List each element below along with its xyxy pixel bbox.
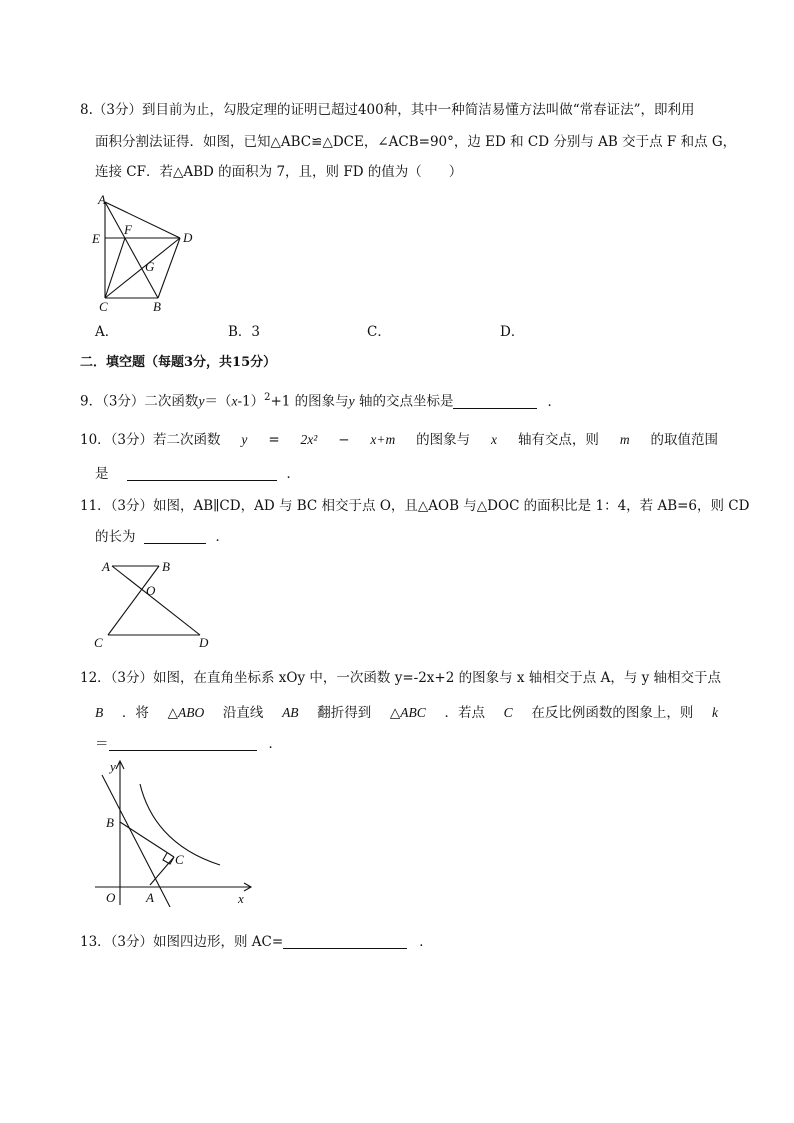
q8-option-a: A． [95,324,119,340]
q8-option-c: C． [367,324,391,340]
q11-figure [88,555,218,650]
q8-label-d: D [183,230,193,245]
q12-line2: B ．将 △ABO 沿直线 AB 翻折得到 △ABC ．若点 C 在反比例函数的图象上，则 k [95,705,718,721]
section-heading: 二．填空题（每题3分，共15分） [80,355,277,370]
q11-label-c: C [94,635,103,650]
q11-label-b: B [162,559,170,574]
q10-line2: 是 ． [95,466,300,482]
q12-label-c: C [175,852,184,867]
q8-line2: 面积分割法证得．如图，已知△ABC≌△DCE，∠ACB=90°，边 ED 和 CD 分别与 AB 交于点 F 和点 G， [95,134,737,150]
q11-answer-blank[interactable] [144,529,206,544]
q11-line2: 的长为 ． [95,529,229,545]
q8-option-d: D． [500,324,525,340]
q8-label-a: A [98,193,106,207]
q13-answer-blank[interactable] [283,934,407,949]
q8-label-b: B [153,299,161,313]
q12-line1: 12．（3分）如图，在直角坐标系 xOy 中，一次函数 y=-2x+2 的图象与 x 轴相交于点 A，与 y 轴相交于点 [80,670,722,686]
q12-label-y: y [110,759,116,774]
q8-label-c: C [99,299,108,313]
q11-label-o: O [146,583,156,598]
q12-line3: ＝ ． [95,736,282,752]
q8-figure [88,193,198,313]
q9-answer-blank[interactable] [453,394,537,409]
q8-line3: 连接 CF．若△ABD 的面积为 7，且，则 FD 的值为（ ） [95,164,463,180]
q9: 9．（3分）二次函数$y=(x-1)^2+1$ 的图象与y 轴的交点坐标是 ． [80,392,561,410]
q11-line1: 11．（3分）如图，AB∥CD，AD 与 BC 相交于点 O，且△AOB 与△DOC 的面积比是 1：4，若 AB=6，则 CD [80,498,750,514]
q8-label-g: G [145,259,155,274]
q11-label-d: D [199,635,209,650]
q8-option-b: B．3 [228,324,261,340]
q12-figure [90,757,260,909]
q12-label-x: x [238,891,244,906]
q11-label-a: A [102,559,110,574]
q8-label-e: E [92,231,100,246]
q8-line1: 8.（3分）到目前为止，勾股定理的证明已超过400种，其中一种简洁易懂方法叫做“常春证法”，即利用 [80,102,695,118]
q12-label-o: O [106,890,116,905]
q12-label-b: B [106,815,114,830]
q12-label-a: A [146,890,154,905]
q8-label-f: F [124,222,132,237]
q12-answer-blank[interactable] [109,736,257,751]
q10-answer-blank[interactable] [127,466,277,481]
q13: 13．（3分）如图四边形，则 AC= ． [80,934,433,950]
q10-line1: 10．（3分）若二次函数 y = 2x² − x+m 的图象与 x 轴有交点，则 m 的取值范围 [80,432,718,448]
